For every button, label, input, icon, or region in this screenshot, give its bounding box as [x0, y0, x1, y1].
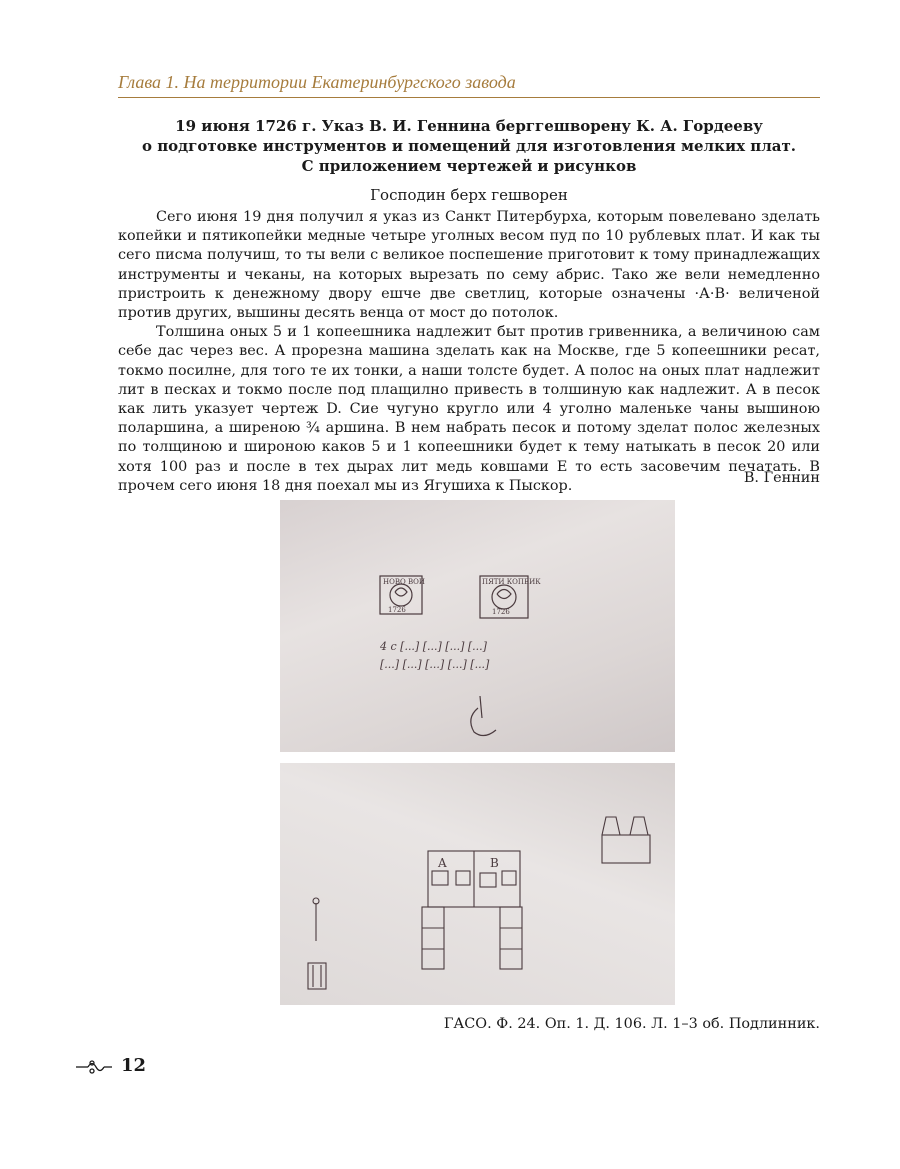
- title-line: о подготовке инструментов и помещений для изготовления мелких плат.: [141, 137, 797, 155]
- paragraph: Сего июня 19 дня получил я указ из Санкт Питербурха, которым повелевано зделать копейки и пятикопейки медные четыре уголных весом пуд по 10 рублевых плат. И как ты сего писма получиш, то ты вели с великое поспешение приготовит к тому принадлежащих инструменты и чеканы, на которых вырезать по сему абрис. Тако же вели немедленно пристроить к денежному двору ешче две светлиц, которые означены ·А·В· величеной против других, вышины десять венца от мост до потолок.: [118, 209, 820, 322]
- document-title: [118, 116, 820, 176]
- plan-wing-left: [422, 907, 444, 969]
- body-text: [118, 208, 820, 496]
- page-number: 12: [121, 1055, 147, 1076]
- archival-scan-plan: [280, 763, 675, 1005]
- running-head: Глава 1. На территории Екатеринбургского завода: [118, 72, 820, 98]
- stamp-left-label: НОВО ВОИ: [383, 578, 425, 586]
- ornament-icon: [74, 1057, 114, 1077]
- title-line: 19 июня 1726 г. Указ В. И. Геннина берггешворену К. А. Гордееву: [175, 117, 763, 135]
- house-sketch: [602, 835, 650, 863]
- stamp-right-year: 1726: [492, 608, 510, 616]
- signature: В. Геннин: [743, 470, 820, 486]
- plan-label-b: B: [490, 856, 499, 870]
- source-citation: ГАСО. Ф. 24. Оп. 1. Д. 106. Л. 1–3 об. Подлинник.: [443, 1016, 820, 1032]
- paragraph: Толшина оных 5 и 1 копеешника надлежит быт против гривенника, а величиною сам себе дас через вес. А прорезна машина зделать как на Москве, где 5 копеешники ресат, токмо посилне, для того те их тонки, а наши толсте будет. А полос на оных плат надлежит лит в песках и токмо после под плащилно привесть в толшиную как надлежит. А в песок как лить указует чертеж D. Сие чугуно кругло или 4 уголно маленьке чаны вышиною поларшина, а ширеною ¾ аршина. В нем набрать песок и потому зделат полос железных по толщиною и широною каков 5 и 1 копеешники будет к тему натыкать в песок 20 или хотя 100 раз и после в тех дырах лит медь ковшами Е то есть засовечим печатать. В прочем сего июня 18 дня поехал мы из Ягушиха к Пыскор.: [118, 324, 820, 494]
- title-line: С приложением чертежей и рисунков: [301, 157, 637, 175]
- plan-label-a: A: [438, 856, 447, 870]
- stamp-left-year: 1726: [388, 606, 406, 614]
- handwriting-line: [...] [...] [...] [...] [...]: [380, 658, 490, 671]
- salutation: Господин берх гешворен: [370, 186, 568, 204]
- plan-wing-right: [500, 907, 522, 969]
- scan-drawing: [280, 500, 675, 752]
- stamp-right-label: ПЯТИ КОПЕИК: [482, 578, 541, 586]
- handwriting-line: 4 с [...] [...] [...] [...]: [380, 640, 487, 653]
- archival-scan-coins: [280, 500, 675, 752]
- scan-drawing: [280, 763, 675, 1005]
- signature-flourish: [471, 696, 496, 736]
